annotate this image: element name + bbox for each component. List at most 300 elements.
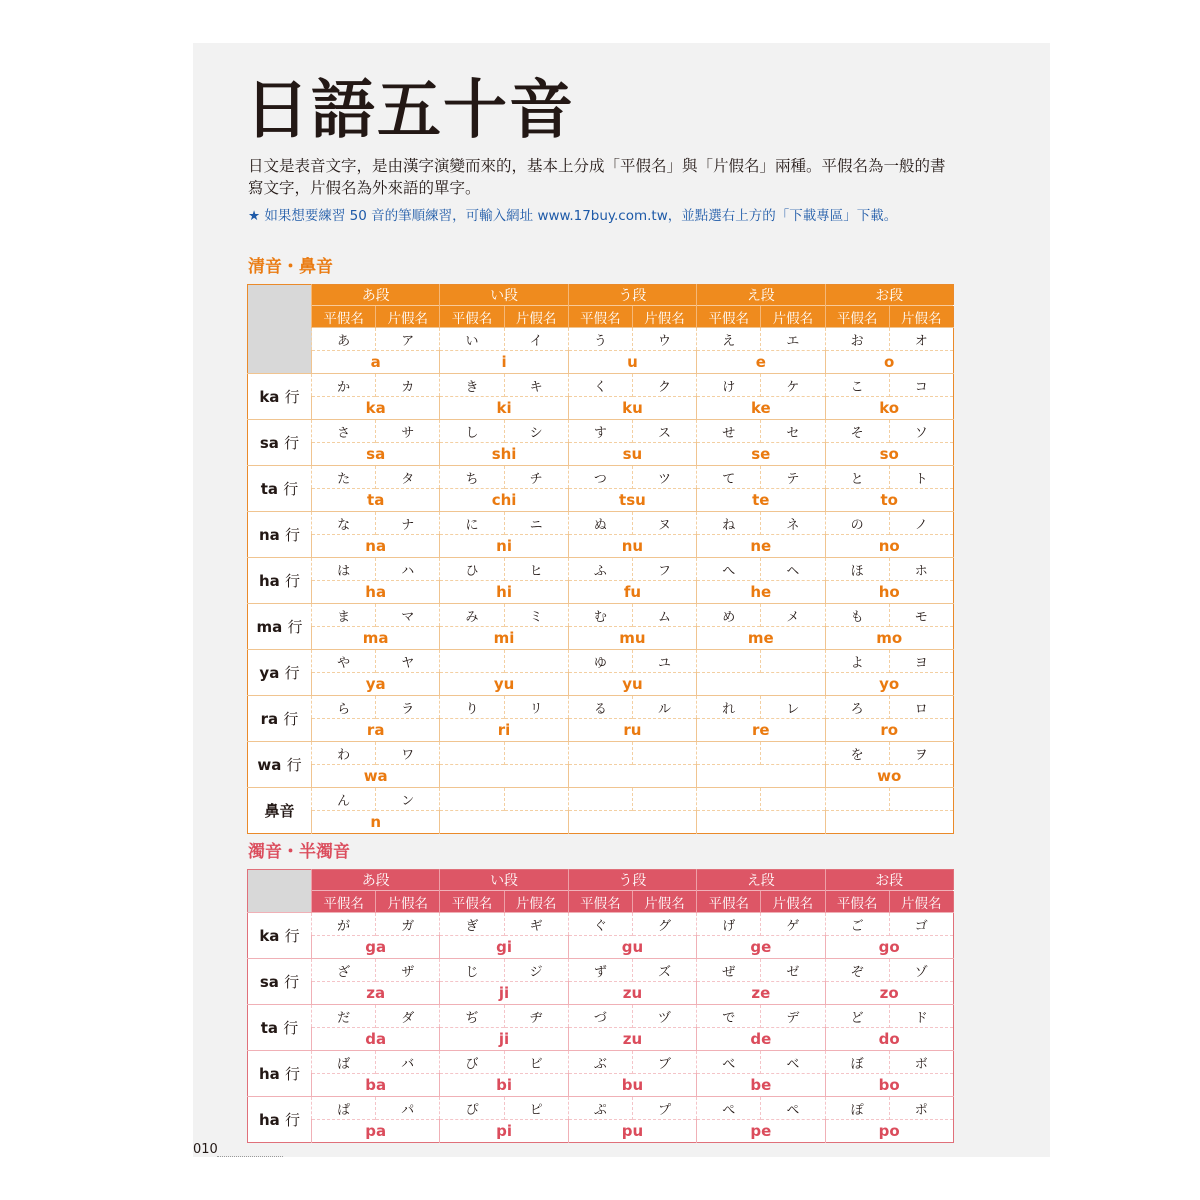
hiragana-cell: れ — [697, 696, 761, 719]
hiragana-cell: つ — [568, 466, 632, 489]
romaji-cell: po — [825, 1120, 953, 1143]
romaji-row — [248, 1120, 954, 1143]
katakana-cell: ヌ — [632, 512, 696, 535]
romaji-cell — [697, 765, 825, 788]
romaji-cell: zu — [568, 1028, 696, 1051]
katakana-cell: コ — [889, 374, 953, 397]
hiragana-cell: り — [440, 696, 504, 719]
row-label-gyo: 行 — [285, 1065, 301, 1083]
hiragana-cell: お — [825, 328, 889, 351]
hiragana-cell: て — [697, 466, 761, 489]
katakana-cell: ワ — [376, 742, 440, 765]
katakana-cell: ゲ — [761, 913, 825, 936]
hiragana-cell: あ — [312, 328, 376, 351]
katakana-cell: ジ — [504, 959, 568, 982]
row-label-roman: ka — [259, 388, 280, 406]
row-label-roman: ya — [259, 664, 280, 682]
hiragana-cell: ぬ — [568, 512, 632, 535]
hiragana-cell: ば — [312, 1051, 376, 1074]
katakana-cell: ヂ — [504, 1005, 568, 1028]
row-label-roman: ka — [259, 927, 280, 945]
romaji-cell: be — [697, 1074, 825, 1097]
hiragana-cell: ぶ — [568, 1051, 632, 1074]
hiragana-cell: ず — [568, 959, 632, 982]
katakana-cell — [504, 788, 568, 811]
row-label — [248, 374, 312, 420]
katakana-cell: ポ — [889, 1097, 953, 1120]
katakana-cell: ケ — [761, 374, 825, 397]
katakana-cell: ス — [632, 420, 696, 443]
kana-row — [248, 1005, 954, 1028]
romaji-cell: a — [312, 351, 440, 374]
hiragana-cell: せ — [697, 420, 761, 443]
romaji-cell: hi — [440, 581, 568, 604]
row-label — [248, 1097, 312, 1143]
hiragana-cell — [440, 788, 504, 811]
hiragana-cell: こ — [825, 374, 889, 397]
katakana-cell: ド — [889, 1005, 953, 1028]
katakana-cell: バ — [376, 1051, 440, 1074]
sub-header: 平假名 — [825, 891, 889, 913]
row-label-roman: sa — [259, 973, 279, 991]
katakana-cell: ゼ — [761, 959, 825, 982]
romaji-cell: fu — [568, 581, 696, 604]
row-label-gyo: 行 — [284, 388, 300, 406]
romaji-cell: no — [825, 535, 953, 558]
romaji-cell: yu — [568, 673, 696, 696]
corner-cell — [248, 870, 312, 913]
hiragana-cell: け — [697, 374, 761, 397]
katakana-cell: メ — [761, 604, 825, 627]
romaji-cell: de — [697, 1028, 825, 1051]
hiragana-cell — [568, 788, 632, 811]
romaji-cell: mo — [825, 627, 953, 650]
katakana-cell: ル — [632, 696, 696, 719]
dan-header: う段 — [568, 870, 696, 891]
romaji-cell: ne — [697, 535, 825, 558]
hiragana-cell: ぜ — [697, 959, 761, 982]
row-label-gyo: 行 — [283, 710, 299, 728]
romaji-cell: da — [312, 1028, 440, 1051]
page-number: 010 — [193, 1142, 218, 1157]
romaji-cell: pa — [312, 1120, 440, 1143]
hiragana-cell: た — [312, 466, 376, 489]
katakana-cell: ホ — [889, 558, 953, 581]
romaji-cell: sa — [312, 443, 440, 466]
row-label — [248, 650, 312, 696]
katakana-cell: ヤ — [376, 650, 440, 673]
katakana-cell: ビ — [504, 1051, 568, 1074]
row-label-roman: wa — [257, 756, 282, 774]
row-label — [248, 466, 312, 512]
katakana-cell: テ — [761, 466, 825, 489]
hiragana-cell: ぱ — [312, 1097, 376, 1120]
romaji-cell: bi — [440, 1074, 568, 1097]
romaji-cell: so — [825, 443, 953, 466]
romaji-cell: bu — [568, 1074, 696, 1097]
romaji-cell: wa — [312, 765, 440, 788]
romaji-cell: he — [697, 581, 825, 604]
hiragana-cell — [697, 650, 761, 673]
hiragana-cell: ぼ — [825, 1051, 889, 1074]
katakana-cell: ト — [889, 466, 953, 489]
book-page — [193, 43, 1050, 1157]
romaji-row — [248, 351, 954, 374]
romaji-row — [248, 765, 954, 788]
hiragana-cell: ぺ — [697, 1097, 761, 1120]
romaji-cell — [697, 811, 825, 834]
romaji-cell: ri — [440, 719, 568, 742]
romaji-cell: te — [697, 489, 825, 512]
romaji-cell: ko — [825, 397, 953, 420]
hiragana-cell: ろ — [825, 696, 889, 719]
romaji-cell: nu — [568, 535, 696, 558]
romaji-cell — [440, 765, 568, 788]
sub-header: 片假名 — [504, 306, 568, 328]
dan-header: あ段 — [312, 285, 440, 306]
katakana-cell: ピ — [504, 1097, 568, 1120]
dan-header-row — [248, 870, 954, 891]
dakuon-chart — [247, 869, 954, 1143]
katakana-cell: ペ — [761, 1097, 825, 1120]
sub-header: 平假名 — [697, 306, 761, 328]
hiragana-cell: ぢ — [440, 1005, 504, 1028]
hiragana-cell: す — [568, 420, 632, 443]
romaji-row — [248, 811, 954, 834]
katakana-cell: ベ — [761, 1051, 825, 1074]
katakana-cell — [761, 650, 825, 673]
row-label-gyo: 行 — [284, 973, 300, 991]
row-label-roman: ta — [260, 480, 279, 498]
katakana-cell: オ — [889, 328, 953, 351]
sub-header: 片假名 — [632, 891, 696, 913]
romaji-cell: ru — [568, 719, 696, 742]
romaji-row — [248, 581, 954, 604]
katakana-cell: ユ — [632, 650, 696, 673]
hiragana-cell: に — [440, 512, 504, 535]
row-label — [248, 604, 312, 650]
sub-header: 片假名 — [632, 306, 696, 328]
kana-row — [248, 959, 954, 982]
katakana-cell: ニ — [504, 512, 568, 535]
hiragana-cell: よ — [825, 650, 889, 673]
hiragana-cell: ぷ — [568, 1097, 632, 1120]
katakana-cell: ク — [632, 374, 696, 397]
katakana-cell: サ — [376, 420, 440, 443]
romaji-cell: gu — [568, 936, 696, 959]
katakana-cell: ヒ — [504, 558, 568, 581]
hiragana-cell: な — [312, 512, 376, 535]
hiragana-cell: さ — [312, 420, 376, 443]
romaji-cell: bo — [825, 1074, 953, 1097]
dan-header: お段 — [825, 285, 953, 306]
sub-header: 片假名 — [504, 891, 568, 913]
romaji-cell: ma — [312, 627, 440, 650]
katakana-cell: ナ — [376, 512, 440, 535]
hiragana-cell — [825, 788, 889, 811]
hiragana-cell: ご — [825, 913, 889, 936]
kana-row — [248, 650, 954, 673]
sub-header: 片假名 — [761, 891, 825, 913]
katakana-cell: ラ — [376, 696, 440, 719]
romaji-row — [248, 719, 954, 742]
hiragana-cell: う — [568, 328, 632, 351]
romaji-cell: chi — [440, 489, 568, 512]
kana-row — [248, 512, 954, 535]
hiragana-cell: ね — [697, 512, 761, 535]
sub-header-row — [248, 891, 954, 913]
hiragana-cell — [697, 788, 761, 811]
row-label-roman: ha — [258, 1111, 280, 1129]
section-title-dakuon: 濁音・半濁音 — [248, 842, 350, 862]
hiragana-cell: く — [568, 374, 632, 397]
hiragana-cell: ぴ — [440, 1097, 504, 1120]
row-label-gyo: 行 — [286, 756, 302, 774]
row-label — [248, 913, 312, 959]
romaji-cell: o — [825, 351, 953, 374]
romaji-cell: ho — [825, 581, 953, 604]
sub-header: 平假名 — [568, 306, 632, 328]
section-title-seion: 清音・鼻音 — [248, 257, 333, 277]
romaji-cell: re — [697, 719, 825, 742]
romaji-cell — [825, 811, 953, 834]
hiragana-cell: い — [440, 328, 504, 351]
romaji-cell: ki — [440, 397, 568, 420]
hiragana-cell: ぽ — [825, 1097, 889, 1120]
row-label-gyo: 行 — [284, 927, 300, 945]
romaji-cell: ha — [312, 581, 440, 604]
sub-header: 平假名 — [568, 891, 632, 913]
katakana-cell — [761, 788, 825, 811]
hiragana-cell: の — [825, 512, 889, 535]
row-label — [248, 420, 312, 466]
katakana-cell: ツ — [632, 466, 696, 489]
hiragana-cell: ち — [440, 466, 504, 489]
download-note: ★ 如果想要練習 50 音的筆順練習，可輸入網址 www.17buy.com.tw，並點選右上方的「下載專區」下載。 — [248, 208, 898, 224]
katakana-cell: チ — [504, 466, 568, 489]
hiragana-cell — [697, 742, 761, 765]
sub-header: 片假名 — [761, 306, 825, 328]
kana-row — [248, 1051, 954, 1074]
hiragana-cell: び — [440, 1051, 504, 1074]
katakana-cell: ヅ — [632, 1005, 696, 1028]
row-label-roman: ma — [256, 618, 283, 636]
katakana-cell: ギ — [504, 913, 568, 936]
romaji-cell: to — [825, 489, 953, 512]
row-label — [248, 558, 312, 604]
row-label-roman: na — [258, 526, 280, 544]
romaji-cell — [440, 811, 568, 834]
hiragana-cell: ん — [312, 788, 376, 811]
romaji-cell: zu — [568, 982, 696, 1005]
katakana-cell: ム — [632, 604, 696, 627]
row-label-roman: ra — [260, 710, 279, 728]
romaji-cell — [568, 811, 696, 834]
hiragana-cell: る — [568, 696, 632, 719]
romaji-cell: ba — [312, 1074, 440, 1097]
romaji-cell: ta — [312, 489, 440, 512]
kana-row — [248, 466, 954, 489]
kana-row — [248, 374, 954, 397]
sub-header: 平假名 — [440, 891, 504, 913]
hiragana-cell: を — [825, 742, 889, 765]
romaji-cell: ya — [312, 673, 440, 696]
katakana-cell: ズ — [632, 959, 696, 982]
katakana-cell: ヘ — [761, 558, 825, 581]
row-label-gyo: 行 — [284, 664, 300, 682]
katakana-cell — [632, 742, 696, 765]
romaji-row — [248, 982, 954, 1005]
romaji-cell: u — [568, 351, 696, 374]
row-label-roman: 鼻音 — [264, 802, 295, 820]
hiragana-cell: ど — [825, 1005, 889, 1028]
sub-header: 片假名 — [889, 306, 953, 328]
katakana-cell: ガ — [376, 913, 440, 936]
hiragana-cell: だ — [312, 1005, 376, 1028]
katakana-cell: シ — [504, 420, 568, 443]
katakana-cell: プ — [632, 1097, 696, 1120]
romaji-cell: tsu — [568, 489, 696, 512]
katakana-cell: セ — [761, 420, 825, 443]
romaji-cell: su — [568, 443, 696, 466]
kana-row — [248, 696, 954, 719]
katakana-cell: ブ — [632, 1051, 696, 1074]
row-label — [248, 696, 312, 742]
dan-header: う段 — [568, 285, 696, 306]
katakana-cell — [504, 742, 568, 765]
hiragana-cell: わ — [312, 742, 376, 765]
sub-header: 平假名 — [312, 891, 376, 913]
romaji-cell: go — [825, 936, 953, 959]
kana-row — [248, 788, 954, 811]
row-label-gyo: 行 — [285, 572, 301, 590]
katakana-cell: ゴ — [889, 913, 953, 936]
romaji-cell: mu — [568, 627, 696, 650]
katakana-cell: ン — [376, 788, 440, 811]
row-label-gyo: 行 — [285, 1111, 301, 1129]
romaji-row — [248, 397, 954, 420]
romaji-cell: me — [697, 627, 825, 650]
row-label-roman: ta — [260, 1019, 279, 1037]
row-label — [248, 788, 312, 834]
romaji-cell: ka — [312, 397, 440, 420]
katakana-cell: ロ — [889, 696, 953, 719]
katakana-cell — [761, 742, 825, 765]
romaji-cell: e — [697, 351, 825, 374]
intro-paragraph: 日文是表音文字，是由漢字演變而來的，基本上分成「平假名」與「片假名」兩種。平假名為一般的書寫文字，片假名為外來語的單字。 — [248, 157, 946, 197]
dan-header: あ段 — [312, 870, 440, 891]
hiragana-cell: し — [440, 420, 504, 443]
katakana-cell: ヨ — [889, 650, 953, 673]
romaji-cell: do — [825, 1028, 953, 1051]
row-label-roman: sa — [259, 434, 279, 452]
dan-header: い段 — [440, 285, 568, 306]
row-label — [248, 742, 312, 788]
hiragana-cell: き — [440, 374, 504, 397]
romaji-cell: ze — [697, 982, 825, 1005]
seion-chart — [247, 284, 954, 834]
sub-header-row — [248, 306, 954, 328]
katakana-cell: ゾ — [889, 959, 953, 982]
hiragana-cell: は — [312, 558, 376, 581]
romaji-row — [248, 1028, 954, 1051]
romaji-cell: ra — [312, 719, 440, 742]
dan-header: え段 — [697, 870, 825, 891]
hiragana-cell — [568, 742, 632, 765]
hiragana-cell: が — [312, 913, 376, 936]
romaji-cell: ke — [697, 397, 825, 420]
row-label — [248, 512, 312, 558]
page-title: 日語五十音 — [245, 74, 575, 148]
sub-header: 片假名 — [376, 891, 440, 913]
romaji-cell: gi — [440, 936, 568, 959]
sub-header: 平假名 — [312, 306, 376, 328]
katakana-cell: タ — [376, 466, 440, 489]
romaji-row — [248, 535, 954, 558]
row-label-gyo: 行 — [284, 434, 300, 452]
dan-header: お段 — [825, 870, 953, 891]
hiragana-cell: ぞ — [825, 959, 889, 982]
hiragana-cell: と — [825, 466, 889, 489]
folio-rule — [217, 1156, 283, 1157]
row-label — [248, 1005, 312, 1051]
katakana-cell: リ — [504, 696, 568, 719]
hiragana-cell: べ — [697, 1051, 761, 1074]
row-label-gyo: 行 — [287, 618, 303, 636]
katakana-cell — [504, 650, 568, 673]
romaji-cell: ji — [440, 982, 568, 1005]
romaji-cell — [568, 765, 696, 788]
kana-row — [248, 913, 954, 936]
row-label-gyo: 行 — [283, 480, 299, 498]
hiragana-cell: や — [312, 650, 376, 673]
hiragana-cell: じ — [440, 959, 504, 982]
katakana-cell: ソ — [889, 420, 953, 443]
romaji-cell: wo — [825, 765, 953, 788]
katakana-cell: エ — [761, 328, 825, 351]
hiragana-cell: ざ — [312, 959, 376, 982]
hiragana-cell: で — [697, 1005, 761, 1028]
hiragana-cell — [440, 742, 504, 765]
sub-header: 平假名 — [825, 306, 889, 328]
hiragana-cell: み — [440, 604, 504, 627]
katakana-cell: レ — [761, 696, 825, 719]
hiragana-cell: ひ — [440, 558, 504, 581]
romaji-row — [248, 627, 954, 650]
hiragana-cell: づ — [568, 1005, 632, 1028]
dan-header: え段 — [697, 285, 825, 306]
romaji-cell: ro — [825, 719, 953, 742]
dan-header-row — [248, 285, 954, 306]
hiragana-cell: ぐ — [568, 913, 632, 936]
hiragana-cell: か — [312, 374, 376, 397]
kana-row — [248, 558, 954, 581]
row-label-gyo: 行 — [285, 526, 301, 544]
romaji-cell: i — [440, 351, 568, 374]
romaji-cell — [697, 673, 825, 696]
katakana-cell: ボ — [889, 1051, 953, 1074]
romaji-cell: se — [697, 443, 825, 466]
sub-header: 平假名 — [440, 306, 504, 328]
hiragana-cell: そ — [825, 420, 889, 443]
kana-row — [248, 1097, 954, 1120]
romaji-row — [248, 443, 954, 466]
katakana-cell: ウ — [632, 328, 696, 351]
katakana-cell — [632, 788, 696, 811]
katakana-cell: デ — [761, 1005, 825, 1028]
hiragana-cell: げ — [697, 913, 761, 936]
romaji-cell: yo — [825, 673, 953, 696]
